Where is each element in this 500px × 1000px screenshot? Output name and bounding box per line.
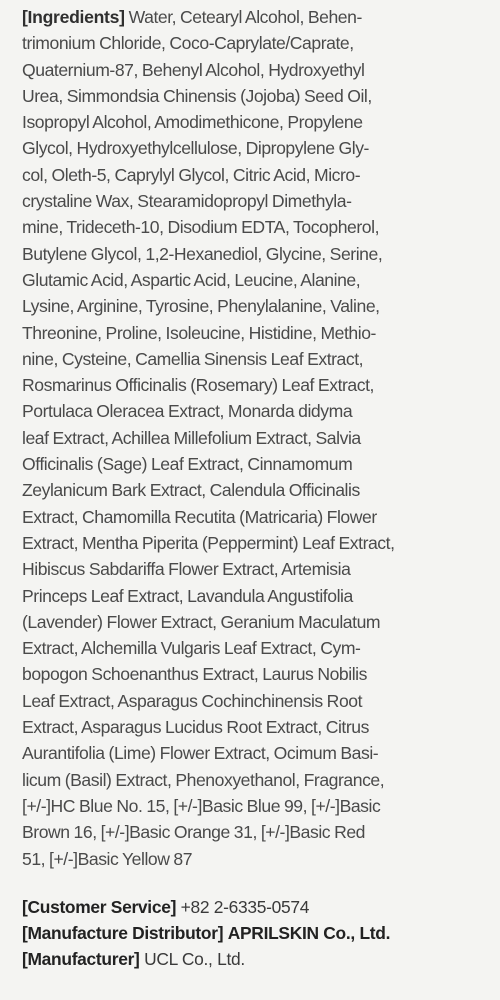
ingredients-line: Aurantifolia (Lime) Flower Extract, Ocimum Basi-	[22, 743, 379, 764]
distributor-name: APRILSKIN Co., Ltd.	[227, 922, 391, 943]
manufacturer-line	[22, 946, 482, 972]
distributor-label: [Manufacture Distributor]	[22, 922, 224, 943]
ingredients-line: (Lavender) Flower Extract, Geranium Maculatum	[22, 611, 381, 632]
ingredients-line: Extract, Mentha Piperita (Peppermint) Leaf Extract,	[22, 532, 395, 553]
ingredients-line: Extract, Alchemilla Vulgaris Leaf Extract, Cym-	[22, 638, 361, 659]
ingredients-line: nine, Cysteine, Camellia Sinensis Leaf Extract,	[22, 348, 364, 369]
ingredients-line: Lysine, Arginine, Tyrosine, Phenylalanine, Valine,	[22, 296, 380, 317]
ingredients-line: Glutamic Acid, Aspartic Acid, Leucine, Alanine,	[22, 269, 361, 290]
ingredients-line: Quaternium-87, Behenyl Alcohol, Hydroxyethyl	[22, 59, 365, 80]
distributor-line	[22, 920, 482, 946]
company-info-block	[22, 894, 482, 972]
ingredients-block	[22, 4, 482, 872]
ingredients-line: Leaf Extract, Asparagus Cochinchinensis Root	[22, 690, 363, 711]
ingredients-line: Brown 16, [+/-]Basic Orange 31, [+/-]Basic Red	[22, 822, 366, 843]
ingredients-line: Zeylanicum Bark Extract, Calendula Officinalis	[22, 480, 360, 501]
ingredients-line: Isopropyl Alcohol, Amodimethicone, Propylene	[22, 112, 363, 133]
manufacturer-name: UCL Co., Ltd.	[144, 948, 245, 969]
ingredients-line: Portulaca Oleracea Extract, Monarda didyma	[22, 401, 353, 422]
ingredients-line: Butylene Glycol, 1,2-Hexanediol, Glycine, Serine,	[22, 243, 383, 264]
ingredients-line: leaf Extract, Achillea Millefolium Extract, Salvia	[22, 427, 361, 448]
ingredients-line: Extract, Chamomilla Recutita (Matricaria) Flower	[22, 506, 377, 527]
ingredients-line: trimonium Chloride, Coco-Caprylate/Caprate,	[22, 33, 354, 54]
ingredients-line: Princeps Leaf Extract, Lavandula Angustifolia	[22, 585, 353, 606]
ingredients-line: Officinalis (Sage) Leaf Extract, Cinnamomum	[22, 454, 353, 475]
ingredients-text: Water, Cetearyl Alcohol, Behen-	[128, 7, 362, 27]
ingredients-line: crystaline Wax, Stearamidopropyl Dimethyla-	[22, 191, 352, 212]
ingredients-line: Extract, Asparagus Lucidus Root Extract, Citrus	[22, 717, 369, 738]
ingredients-line: bopogon Schoenanthus Extract, Laurus Nobilis	[22, 664, 367, 685]
ingredients-line: col, Oleth-5, Caprylyl Glycol, Citric Acid, Micro-	[22, 164, 361, 185]
customer-service-phone: +82 2-6335-0574	[180, 896, 310, 917]
ingredients-line: [+/-]HC Blue No. 15, [+/-]Basic Blue 99, [+/-]Basic	[22, 795, 381, 816]
customer-service-line	[22, 894, 482, 920]
ingredients-line: 51, [+/-]Basic Yellow 87	[22, 848, 193, 869]
manufacturer-label: [Manufacturer]	[22, 948, 140, 969]
ingredients-line: licum (Basil) Extract, Phenoxyethanol, Fragrance,	[22, 769, 385, 790]
ingredients-line: mine, Trideceth-10, Disodium EDTA, Tocopherol,	[22, 217, 380, 238]
ingredients-line	[22, 4, 482, 30]
ingredients-line: Rosmarinus Officinalis (Rosemary) Leaf Extract,	[22, 375, 374, 396]
ingredients-line: Glycol, Hydroxyethylcellulose, Dipropylene Gly-	[22, 138, 369, 159]
ingredients-line: Hibiscus Sabdariffa Flower Extract, Artemisia	[22, 559, 351, 580]
ingredients-line: Threonine, Proline, Isoleucine, Histidine, Methio-	[22, 322, 376, 343]
ingredients-line: Urea, Simmondsia Chinensis (Jojoba) Seed Oil,	[22, 85, 372, 106]
ingredients-label: [Ingredients]	[22, 7, 125, 27]
customer-service-label: [Customer Service]	[22, 896, 177, 917]
